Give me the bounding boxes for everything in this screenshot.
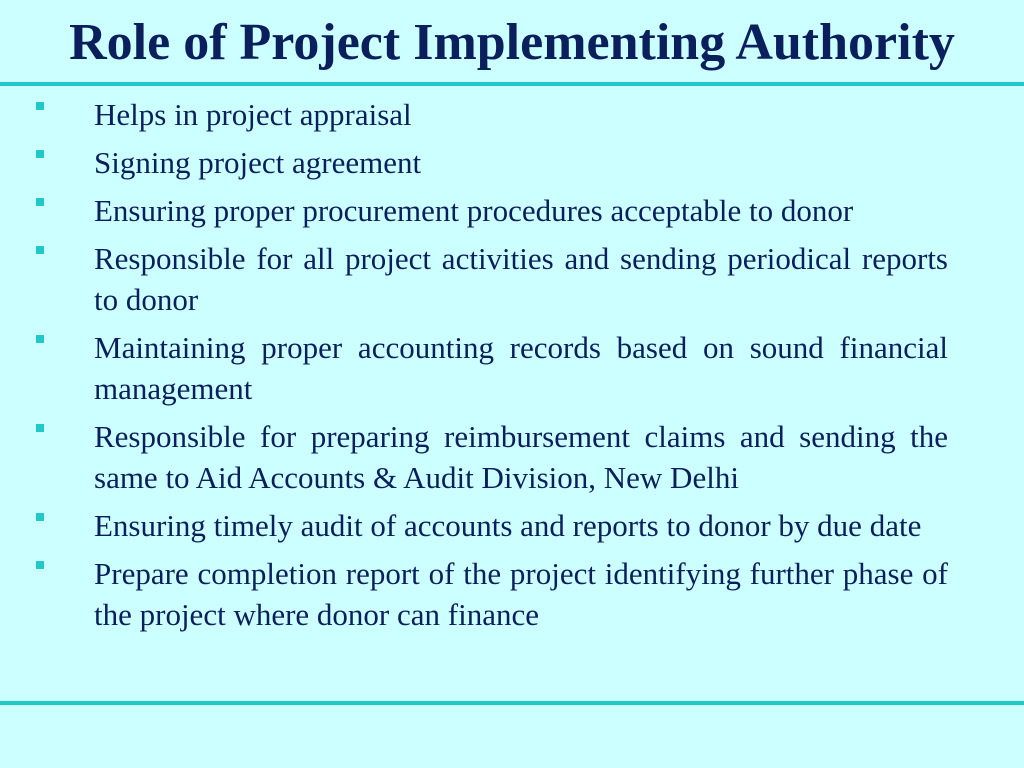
slide-title: Role of Project Implementing Authority <box>69 14 955 71</box>
bullet-item <box>0 327 948 409</box>
bullet-item <box>0 416 948 498</box>
square-bullet-icon <box>36 561 44 569</box>
bullet-item <box>0 238 948 320</box>
square-bullet-icon <box>36 246 44 254</box>
bullet-item <box>0 94 948 135</box>
square-bullet-icon <box>36 198 44 206</box>
square-bullet-icon <box>36 150 44 158</box>
square-bullet-icon <box>36 424 44 432</box>
footer-divider <box>0 701 1024 705</box>
square-bullet-icon <box>36 513 44 521</box>
bullet-text: Signing project agreement <box>94 145 422 180</box>
title-divider <box>0 82 1024 86</box>
bullet-text: Ensuring timely audit of accounts and reports to donor by due date <box>94 508 922 543</box>
bullet-text: Responsible for preparing reimbursement claims and sending the same to Aid Accounts & Audit Division, New Delhi <box>94 419 948 495</box>
square-bullet-icon <box>36 335 44 343</box>
bullet-item <box>0 142 948 183</box>
bullet-text: Maintaining proper accounting records based on sound financial management <box>94 330 948 406</box>
square-bullet-icon <box>36 102 44 110</box>
bullet-text: Ensuring proper procurement procedures acceptable to donor <box>94 193 854 228</box>
bullet-list <box>0 94 1024 642</box>
bullet-text: Prepare completion report of the project identifying further phase of the project where donor can finance <box>94 556 948 632</box>
bullet-item <box>0 553 948 635</box>
bullet-text: Responsible for all project activities and sending periodical reports to donor <box>94 241 948 317</box>
bullet-item <box>0 190 948 231</box>
bullet-text: Helps in project appraisal <box>94 97 412 132</box>
bullet-item <box>0 505 948 546</box>
